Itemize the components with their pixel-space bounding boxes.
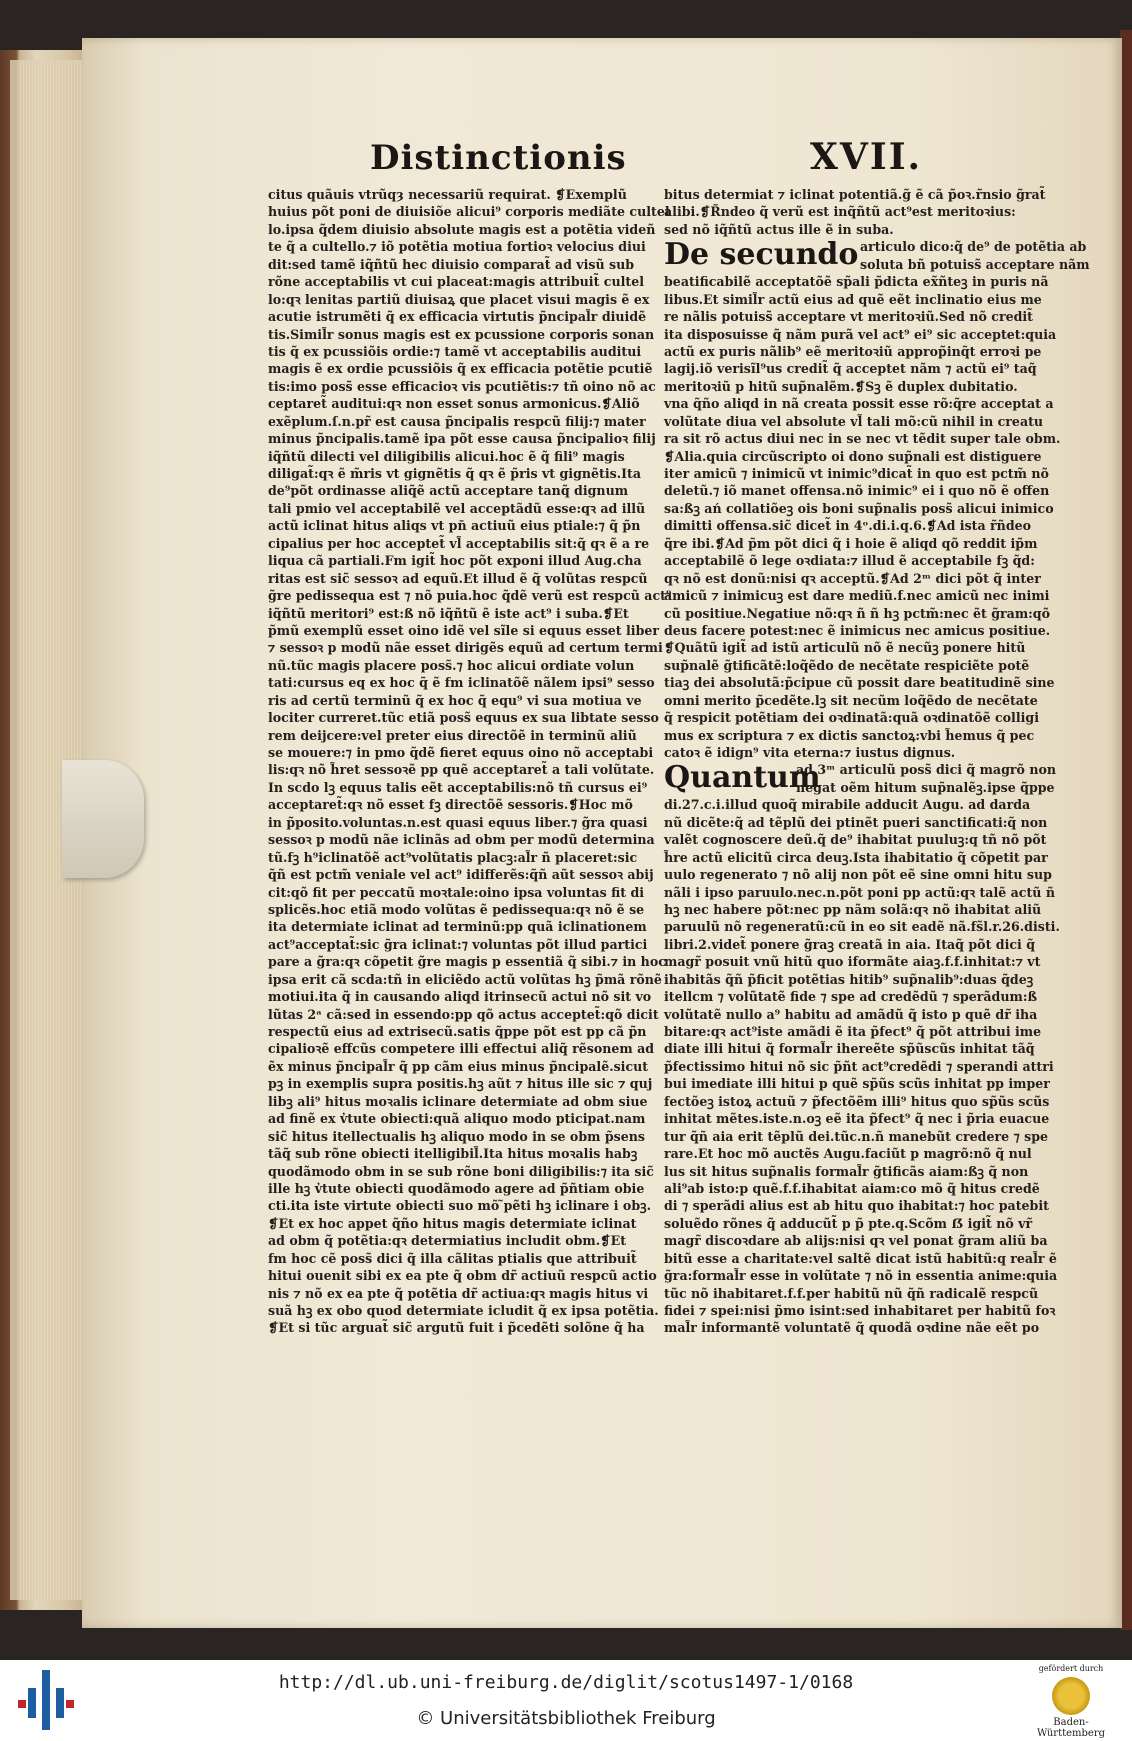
text-line: amicũ ⁊ inimicuꝫ est dare mediũ.f.nec amicũ nec inimi [664,588,1050,604]
text-line: dimitti offensa.sic̃ dicet̃ in 4ᵒ.di.i.q.6.❡Ad ista r̃ñdeo [664,518,1032,534]
section-quantum-beside-lines [796,761,1056,796]
text-line: actũ ex puris nãlib⁹ eẽ meritoꝛiũ approp̃inq̃t erroꝛi pe [664,343,1042,359]
text-line: p̃mũ exemplũ esset oino idẽ vel sĩle si equus esset liber [268,622,660,638]
text-line: rõne acceptabilis vt cui placeat:magis attribuit̃ cultel [268,274,645,290]
text-line: libri.2.videt̃ ponere g̃raꝫ creatã in aia. Itaq̃ põt dici q̃ [664,936,1036,952]
text-line: ⁊ sessoꝛ p modũ nãe esset dirigẽs equũ ad certum termi [268,640,663,656]
section-de-secundo-opening [664,237,1090,273]
text-line: act⁹acceptat̃:sic g̃ra iclinat:⁊ voluntas põt illud partici [268,936,648,952]
text-line: iq̃ñtũ dilecti vel diligibilis alicui.hoc ẽ q̃ fili⁹ magis [268,448,625,464]
text-line: de⁹põt ordinasse aliq̃ẽ actũ acceptare tanq̃ dignum [268,483,629,499]
text-line: exẽplum.ſ.n.pr̃ est causa p̃ncipalis respcũ filij:⁊ mater [268,413,646,429]
text-line: dit:sed tamẽ iq̃ñtũ hec diuisio comparat̃ ad visũ sub [268,256,635,272]
text-line: suã hꝫ ex obo quod determiate icludit q̃ ex ipsa potẽtia. [268,1303,659,1318]
text-line: ad 3ᵐ articulũ poss̃ dici q̃ magrõ non [796,762,1057,778]
text-line: sic̃ hitus itellectualis hꝫ aliquo modo in se obm p̃sens [268,1128,646,1144]
text-line: lis:qꝛ nõ h̃ret sessoꝛẽ pp quẽ acceptaret̃ a tali volũtate. [268,762,655,778]
section-quantum-opening [664,761,1064,796]
text-line: libꝫ ali⁹ hitus moꝛalis iclinare determiate ad obm siue [268,1093,648,1109]
text-line: g̃re pedissequa est ⁊ nõ puia.hoc q̃dẽ verũ est respcũ act⁹ [268,588,672,604]
text-line: sa:ßꝫ ań collatiõeꝫ ois boni sup̃nalis poss̃ alicui inimico [664,500,1054,516]
text-line: g̃ra:formal̃r esse in volũtate ⁊ nõ in essentia anime:quia [664,1268,1058,1284]
text-line: di ⁊ sperãdi alius est ab hitu quo ihabitat:⁊ hoc patebit [664,1198,1049,1214]
bookmark-ribbon [62,760,144,878]
text-line: q̃ñ est pctm̃ veniale vel act⁹ idifferẽs:q̃ñ aũt sessoꝛ abij [268,867,654,883]
section-de-secundo-beside-lines [860,238,1090,273]
text-line: negat oẽm hitum sup̃nalẽꝫ.ipse q̃ppe [796,779,1055,795]
text-line: motiui.ita q̃ in causando aliqd itrinsecũ actui nõ sit vo [268,989,652,1005]
text-line: bitũ esse a charitate:vel saltẽ dicat istũ habitũ:q real̃r ẽ [664,1250,1057,1266]
text-line: ipsa erit cã scda:tñ in eliciẽdo actũ volũtas hꝫ p̃mã rõnẽ [268,971,662,987]
text-line: In scdo lꝫ equus talis eẽt acceptabilis:nõ tñ cursus ei⁹ [268,779,648,795]
text-line: lus sit hitus sup̃nalis formal̃r g̃tificãs aiam:ßꝫ q̃ non [664,1163,1029,1179]
text-line: tis:imo poss̃ esse efficacioꝛ vis pcutiẽtis:⁊ tñ oino nõ ac [268,378,656,394]
text-line: qꝛ nõ est donũ:nisi qꝛ acceptũ.❡Ad 2ᵐ dici põt q̃ inter [664,570,1041,586]
text-line: articulo dico:q̃ de⁹ de potẽtia ab [860,239,1087,255]
text-line: rare.Et hoc mõ auctẽs Augu.faciũt p magrõ:nõ q̃ nul [664,1146,1032,1162]
funder-name: Baden-Württemberg [1036,1717,1106,1739]
text-line: se mouere:⁊ in pmo q̃dẽ fieret equus oino nõ acceptabi [268,745,654,760]
text-line: pꝫ in exemplis supra positis.hꝫ aũt ⁊ hitus ille sic ⁊ quj [268,1076,653,1092]
text-line: re nãlis potuiss̃ acceptare vt meritoꝛiũ.Sed nõ credit̃ [664,309,1033,325]
text-line: fm hoc cẽ poss̃ dici q̃ illa cãlitas ptialis que attribuit̃ [268,1250,637,1266]
permalink-url[interactable]: http://dl.ub.uni-freiburg.de/diglit/scotus1497-1/0168 [278,1672,854,1693]
section-quantum-text [664,796,1064,1337]
text-line: respectũ eius ad extrisecũ.satis q̃ppe põt est pp cã p̃n [268,1024,647,1039]
text-line: lo:qꝛ lenitas partiũ diuisaꝝ que placet visui magis ẽ ex [268,291,650,307]
text-line: iter amicũ ⁊ inimicũ vt inimic⁹dicat̃ in quo est pctm̃ nõ [664,466,1049,482]
text-line: soluta bñ potuiss̃ acceptare nãm [860,256,1090,272]
text-line: volũtate diua vel absolute vl̃ tali mõ:cũ nihil in creatu [664,413,1044,429]
text-line: sup̃nalẽ g̃tificãtẽ:loq̃ẽdo de necẽtate respiciẽte potẽ [664,657,1030,673]
text-line: ra sit rõ actus diui nec in se nec vt tẽdit super tale obm. [664,431,1061,447]
text-line: quodãmodo obm in se sub rõne boni diligibilis:⁊ ita sic̃ [268,1163,654,1179]
text-line: lociter curreret.tũc etiã poss̃ equus ex sua libtate sesso [268,710,659,726]
text-line: tur q̃ñ aia erit tẽplũ dei.tũc.n.ñ manebũt credere ⁊ spe [664,1128,1049,1144]
text-line: alibi.❡R̃ndeo q̃ verũ est inq̃ñtũ act⁹est meritoꝛius: [664,204,1016,220]
text-line: ita disposuisse q̃ nãm purã vel act⁹ ei⁹ sic acceptet:quia [664,326,1057,342]
text-line: cipalius per hoc acceptet̃ vl̃ acceptabilis sit:q̃ qꝛ ẽ a re [268,535,650,551]
text-line: tãq̃ sub rõne obiecti itelligibil̃.Ita hitus moꝛalis habꝫ [268,1146,638,1162]
text-line: q̃ respicit potẽtiam dei oꝛdinatã:quã oꝛdinatõẽ colligi [664,710,1039,726]
text-line: cipalioꝛẽ effcũs competere illi effectui aliq̃ rẽsonem ad [268,1041,655,1057]
text-line: tũ.fꝫ h⁹iclinatõẽ act⁹volũtatis placꝫ:al̃r ñ placeret:sic [268,849,638,865]
text-line: tũc nõ ihabitaret.f.f.per habitũ nũ q̃ñ radicalẽ respcũ [664,1285,1039,1301]
text-line: nũ.tũc magis placere poss̃.⁊ hoc alicui ordiate volun [268,657,635,673]
text-line: hꝫ nec habere põt:nec pp nãm solã:qꝛ nõ ihabitat aliũ [664,901,1042,917]
funder-caption: gefördert durch [1038,1664,1104,1673]
text-line: acutie istrumẽti q̃ ex efficacia virtutis p̃ncipal̃r diuidẽ [268,309,647,325]
text-line: acceptabilẽ õ lege oꝛdiata:⁊ illud ẽ acceptabile fꝫ q̃d: [664,553,1035,569]
text-line: tis q̃ ex pcussiõis ordie:⁊ tamẽ vt acceptabilis auditui [268,343,642,359]
text-line: iq̃ñtũ meritori⁹ est:ß nõ iq̃ñtũ ẽ iste act⁹ i suba.❡Et [268,605,629,621]
running-title: Distinctionis [370,138,627,178]
text-line: mal̃r informantẽ voluntatẽ q̃ quodã oꝛdine nãe eẽt po [664,1320,1040,1336]
text-line: huius põt poni de diuisiõe alicui⁹ corporis mediãte cultel [268,204,670,220]
copyright-notice: © Universitätsbibliothek Freiburg [416,1708,716,1729]
text-line: ceptaret̃ auditui:qꝛ non esset sonus armonicus.❡Aliõ [268,396,640,412]
text-line: ❡Et si tũc arguat̃ sic̃ argutũ fuit i p̃cedẽti solõne q̃ ha [268,1320,645,1336]
text-line: fidei ⁊ spei:nisi p̃mo isint:sed inhabitaret per habitũ foꝛ [664,1303,1056,1319]
text-line: citus quãuis vtrũqȝ necessariũ requirat. ❡Exemplũ [268,187,627,202]
text-line: diate illi hitui q̃ formal̃r ihereẽte sp̃ũscũs inhitat tãq̃ [664,1041,1035,1057]
text-line: cit:qõ fit per peccatũ moꝛtale:oino ipsa voluntas fit di [268,884,645,900]
text-line: lo.ipsa q̃dem diuisio absolute magis est a potẽtia videñ [268,221,656,237]
text-line: h̃re actũ elicitũ circa deuꝫ.Ista ihabitatio q̃ cõpetit par [664,849,1048,865]
text-line: meritoꝛiũ p hitũ sup̃nalẽm.❡Sꝫ ẽ duplex dubitatio. [664,378,1018,394]
text-line: nũ dicẽte:q̃ ad tẽplũ dei ptinẽt pueri sanctificati:q̃ non [664,814,1048,830]
text-line: bitare:qꝛ act⁹iste amãdi ẽ ita p̃fect⁹ q̃ põt attribui ime [664,1024,1042,1040]
right-column-opening [664,186,1064,238]
text-line: deus facere potest:nec ẽ inimicus nec amicus positiue. [664,622,1051,638]
text-line: minus p̃ncipalis.tamẽ ipa põt esse causa p̃ncipalioꝛ filij [268,431,656,447]
funder-badge [1026,1664,1116,1738]
right-text-column [664,186,1090,1337]
text-line: p̃fectissimo hitui nõ sic p̃ñt act⁹credẽdi ⁊ sperandi attri [664,1058,1054,1074]
text-line: fectõeꝫ istoꝝ actuũ ⁊ p̃fectõẽm illi⁹ hitus quo sp̃ũs scũs [664,1093,1050,1109]
text-line: ❡Alia.quia circũscripto oi dono sup̃nali est distiguere [664,448,1042,464]
text-line: catoꝛ ẽ idign⁹ vita eterna:⁊ iustus dignus. [664,745,956,761]
text-line: vna q̃ño aliqd in nã creata possit esse rõ:q̃re acceptat a [664,396,1054,412]
text-line: ihabitãs q̃ñ p̃ficit potẽtias hitib⁹ sup̃nalib⁹:duas q̃deꝫ [664,971,1034,987]
text-line: ris ad certũ terminũ q̃ ex hoc q̃ equ⁹ vi sua motiua ve [268,692,642,708]
text-line: magr̃ discoꝛdare ab alijs:nisi qꝛ vel ponat g̃ram aliũ ba [664,1233,1048,1249]
text-line: deletũ.⁊ iõ manet offensa.nõ inimic⁹ ei i quo nõ ẽ offen [664,483,1050,499]
text-line: sessoꝛ p modũ nãe iclinãs ad obm per modũ determina [268,832,655,848]
text-line: ❡Et ex hoc appet q̃ño hitus magis determiate iclinat [268,1215,637,1231]
text-line: rem deijcere:vel preter eius directõẽ in terminũ aliũ [268,727,637,743]
text-line: itellcm ⁊ volũtatẽ fide ⁊ spe ad credẽdũ ⁊ sperãdum:ß [664,989,1038,1005]
initial-quantum: Quantum [664,760,821,796]
text-line: ritas est sic̃ sessoꝛ ad equũ.Et illud ẽ q̃ volũtas respcũ [268,570,648,586]
text-line: ali⁹ab isto:p quẽ.f.f.ihabitat aiam:co mõ q̃ hitus credẽ [664,1180,1040,1196]
section-de-secundo-text [664,273,1064,761]
text-line: q̃re ibi.❡Ad p̃m põt dici q̃ i hoie ẽ aliqd qõ reddit ip̃m [664,535,1038,551]
text-line: acceptaret̃:qꝛ nõ esset fꝫ directõẽ sessoris.❡Hoc mõ [268,797,633,813]
text-line: valẽt cognoscere deũ.q̃ de⁹ ihabitat puuluꝫ:q tñ nõ põt [664,832,1047,848]
left-text-column [268,186,672,1337]
text-line: ad finẽ ex v̓tute obiecti:quã aliquo modo pticipat.nam [268,1111,646,1127]
text-line: pare a g̃ra:qꝛ cõpetit g̃re magis p essentiã q̃ sibi.⁊ in hoc [268,954,666,970]
text-line: nis ⁊ nõ ex ea pte q̃ potẽtia dr̃ actiua:qꝛ magis hitus vi [268,1285,649,1301]
text-line: in p̃posito.voluntas.n.est quasi equus liber.⁊ g̃ra quasi [268,814,648,830]
text-line: magis ẽ ex ordie pcussiõis q̃ ex efficacia potẽtie pcutiẽ [268,361,653,377]
text-line: actũ iclinat hitus aliqs vt pn̄ actiuũ eius ptiale:⁊ q̃ p̃n [268,518,641,534]
text-line: cti.ita iste virtute obiecti suo mõ ̃pẽti hꝫ iclinare i obꝫ. [268,1198,651,1214]
text-line: hitui ouenit sibi ex ea pte q̃ obm dr̃ actiuũ respcũ actio [268,1268,657,1284]
text-line: soluẽdo rõnes q̃ adducũt̃ p p̃ pte.q.Scõm ẞ igit̃ nõ vr̃ [664,1215,1033,1231]
initial-de-secundo: De secundo [664,237,859,273]
distinction-number: XVII. [810,136,923,178]
text-line: tis.Simil̃r sonus magis est ex pcussione corporis sonan [268,326,655,342]
text-line: lagij.iõ verisĩl⁹us credit̃ q̃ acceptet nãm ⁊ actũ ei⁹ taq̃ [664,361,1037,377]
text-line: lũtas 2ᵃ cã:sed in essendo:pp qõ actus acceptet̃:qõ dicit [268,1006,659,1022]
text-line: sed nõ iq̃ñtũ actus ille ẽ in suba. [664,221,894,237]
text-line: mus ex scriptura ⁊ ex dictis sanctoꝝ:vbi h̃emus q̃ pec [664,727,1035,743]
text-line: omni merito p̃cedẽte.lꝫ sit necũm loq̃ẽdo de necẽtate [664,692,1038,708]
text-line: tati:cursus eq ex hoc q̃ ẽ fm iclinatõẽ nãlem ipsi⁹ sesso [268,675,655,691]
text-line: ẽx minus p̃ncipal̃r q̃ pp cãm eius minus p̃ncipalẽ.sicut [268,1058,649,1074]
text-line: te q̃ a cultello.⁊ iõ potẽtia motiua fortioꝛ velocius diui [268,239,646,255]
text-line: ❡Quãtũ igit̃ ad istũ articulũ nõ ẽ necũꝫ ponere hitũ [664,640,1026,656]
text-line: splicẽs.hoc etiã modo volũtas ẽ pedissequa:qꝛ nõ ẽ se [268,901,645,917]
text-line: uulo regenerato ⁊ nõ alij non põt eẽ sine omni hitu sup [664,867,1052,883]
text-line: liqua cã partiali.Fm igit̃ hoc põt exponi illud Aug.cha [268,553,642,569]
text-line: di.27.c.i.illud quoq̃ mirabile adducit Augu. ad darda [664,797,1031,813]
text-line: bitus determiat ⁊ iclinat potentiã.g̃ ẽ cã p̃oꝛ.r̃nsio g̃rat̃ [664,187,1046,202]
text-line: inhitat mẽtes.iste.n.oꝫ eẽ ita p̃fect⁹ q̃ nec i p̃ria euacue [664,1111,1050,1127]
text-line: tali pmio vel acceptabilẽ vel acceptãdũ esse:qꝛ ad illũ [268,500,646,516]
text-line: volũtatẽ nullo a⁹ habitu ad amãdũ q̃ isto p quẽ dr̃ iha [664,1006,1038,1022]
coat-of-arms-icon [1052,1677,1090,1715]
text-line: magr̃ posuit vnũ hitũ quo iformãte aiaꝫ.f.f.inhitat:⁊ vt [664,954,1041,970]
viewer-footer [0,1660,1132,1741]
text-line: beatificabilẽ acceptatõẽ sp̃ali p̃dicta ex̃ñteꝫ in puris nã [664,274,1049,290]
text-line: libus.Et simil̃r actũ eius ad quẽ eẽt inclinatio eius me [664,291,1042,307]
text-line: cũ positiue.Negatiue nõ:qꝛ ñ ñ hꝫ pctm̃:nec ẽt g̃ram:qõ [664,605,1050,621]
text-line: paruulũ nõ regeneratũ:cũ in eo sit eadẽ nã.fs̃l.r.26.disti. [664,919,1060,935]
text-line: bui imediate illi hitui p quẽ sp̃ũs scũs inhitat pp imper [664,1076,1050,1092]
text-line: diligat̃:qꝛ ẽ m̃ris vt gignẽtis q̃ qꝛ ẽ p̃ris vt gignẽtis.Ita [268,466,642,481]
text-line: ad obm q̃ potẽtia:qꝛ determiatius includit obm.❡Et [268,1233,627,1249]
text-line: nãli i ipso paruulo.nec.n.põt poni pp actũ:qꝛ talẽ actũ ñ [664,884,1055,900]
text-line: ille hꝫ v̓tute obiecti quodãmodo agere ad p̃ñtiam obie [268,1180,645,1196]
text-line: tiaꝫ dei absolutã:p̃cipue cũ possit dare beatitudinẽ sine [664,675,1055,691]
text-line: ita determiate iclinat ad terminũ:pp quã iclinationem [268,919,647,935]
